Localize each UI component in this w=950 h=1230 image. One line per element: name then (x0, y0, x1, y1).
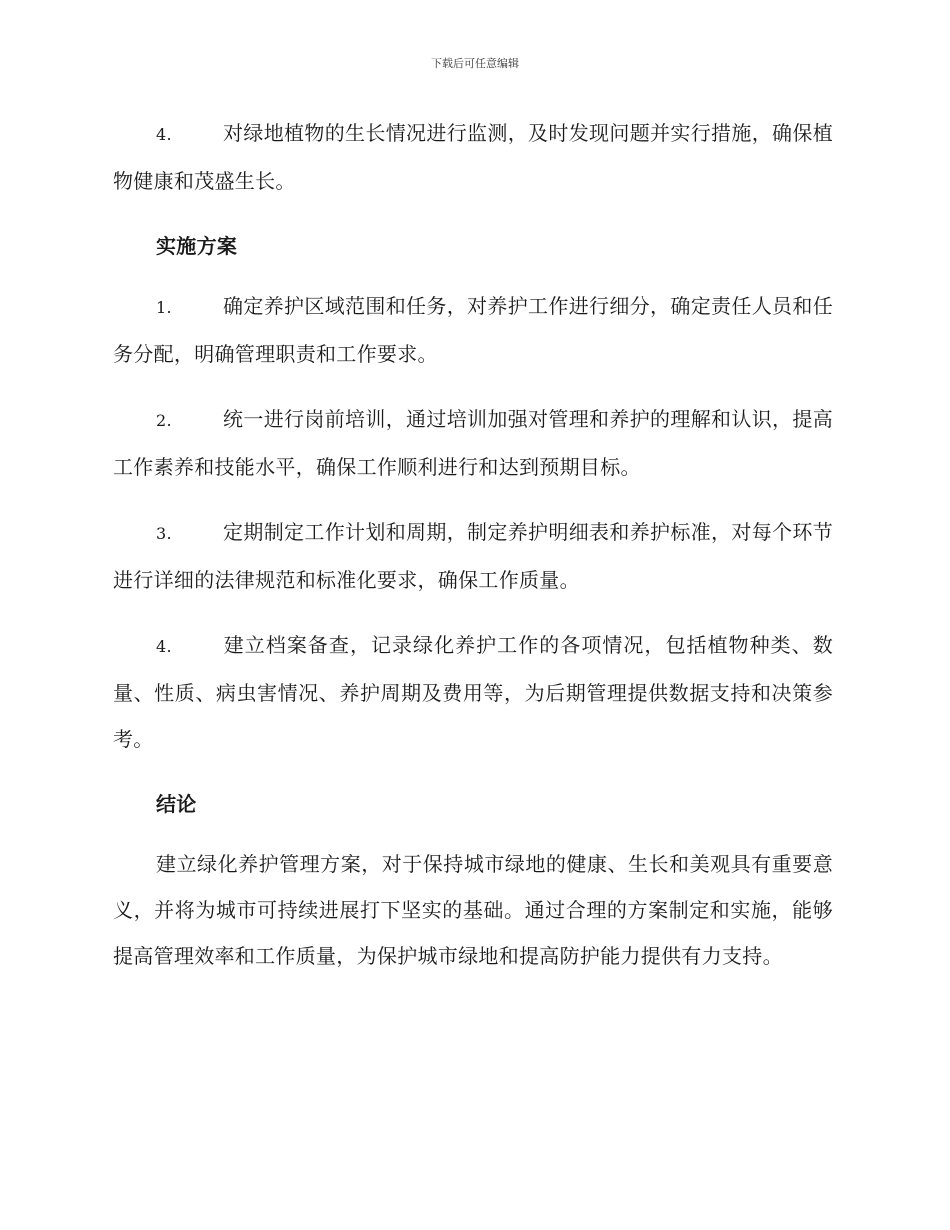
section-heading-conclusion: 结论 (156, 792, 197, 816)
section-heading-plan: 实施方案 (156, 234, 238, 258)
list-item-intro-4 (113, 110, 833, 204)
document-body (113, 110, 833, 998)
list-item-text: 确定养护区域范围和任务，对养护工作进行细分，确定责任人员和任务分配，明确管理职责和工作要求。 (113, 294, 833, 366)
list-item-plan-4 (113, 622, 833, 762)
list-number: 3. (156, 524, 172, 543)
list-number: 4. (156, 125, 172, 144)
list-item-text: 定期制定工作计划和周期，制定养护明细表和养护标准，对每个环节进行详细的法律规范和标准化要求，确保工作质量。 (113, 520, 833, 592)
conclusion-paragraph: 建立绿化养护管理方案，对于保持城市绿地的健康、生长和美观具有重要意义，并将为城市可持续进展打下坚实的基础。通过合理的方案制定和实施，能够提高管理效率和工作质量，为保护城市绿地和提高防护能力提供有力支持。 (113, 852, 833, 968)
list-number: 4. (156, 637, 172, 656)
list-item-plan-1 (113, 283, 833, 377)
list-number: 1. (156, 298, 172, 317)
list-number: 2. (156, 411, 172, 430)
list-item-plan-3 (113, 509, 833, 603)
list-item-text: 建立档案备查，记录绿化养护工作的各项情况，包括植物种类、数量、性质、病虫害情况、养护周期及费用等，为后期管理提供数据支持和决策参考。 (113, 633, 833, 751)
header-note: 下载后可任意编辑 (431, 57, 519, 70)
list-item-text: 统一进行岗前培训，通过培训加强对管理和养护的理解和认识，提高工作素养和技能水平，确保工作顺利进行和达到预期目标。 (113, 407, 833, 479)
list-item-text: 对绿地植物的生长情况进行监测，及时发现问题并实行措施，确保植物健康和茂盛生长。 (113, 121, 833, 193)
list-item-plan-2 (113, 396, 833, 490)
